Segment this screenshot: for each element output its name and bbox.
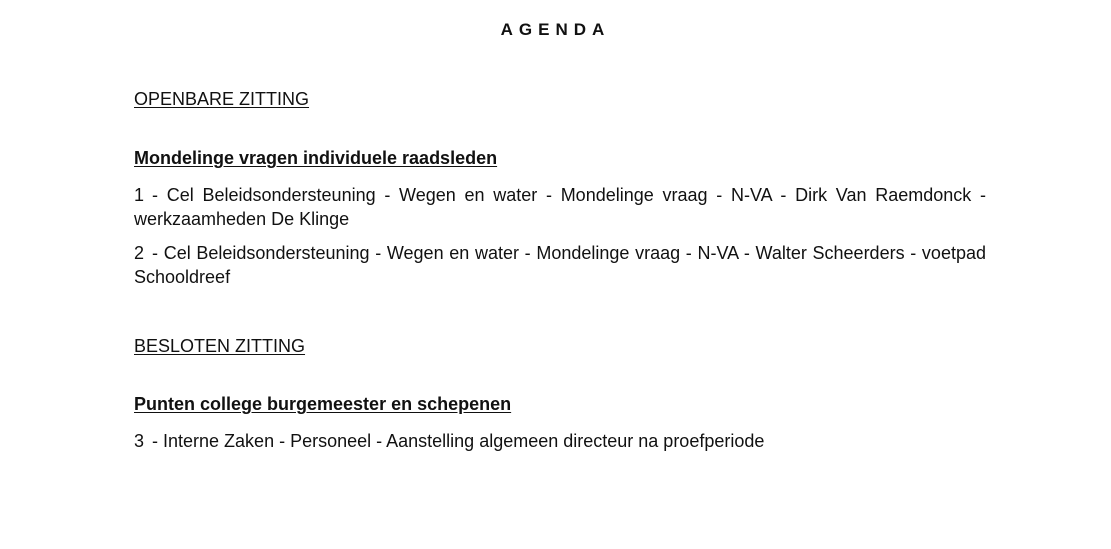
- page-title: AGENDA: [500, 20, 611, 39]
- group-heading-punten-college: Punten college burgemeester en schepenen: [134, 394, 512, 414]
- agenda-item-3: [134, 429, 986, 453]
- agenda-item-text: - Cel Beleidsondersteuning - Wegen en water - Mondelinge vraag - N-VA - Dirk Van Raemdonck - werkzaamheden De Klinge: [134, 185, 986, 229]
- section-heading-besloten-zitting: BESLOTEN ZITTING: [134, 336, 306, 356]
- agenda-item-text: - Interne Zaken - Personeel - Aanstelling algemeen directeur na proefperiode: [152, 431, 765, 451]
- agenda-item-1: [134, 183, 986, 231]
- section-heading-openbare-zitting: OPENBARE ZITTING: [134, 89, 310, 109]
- group-heading-mondelinge-vragen: Mondelinge vragen individuele raadsleden: [134, 148, 498, 168]
- agenda-item-number: 2: [134, 243, 145, 263]
- agenda-item-number: 3: [134, 431, 145, 451]
- agenda-item-2: [134, 241, 986, 289]
- agenda-item-number: 1: [134, 185, 145, 205]
- agenda-item-text: - Cel Beleidsondersteuning - Wegen en water - Mondelinge vraag - N-VA - Walter Scheerders - voetpad Schooldreef: [134, 243, 986, 287]
